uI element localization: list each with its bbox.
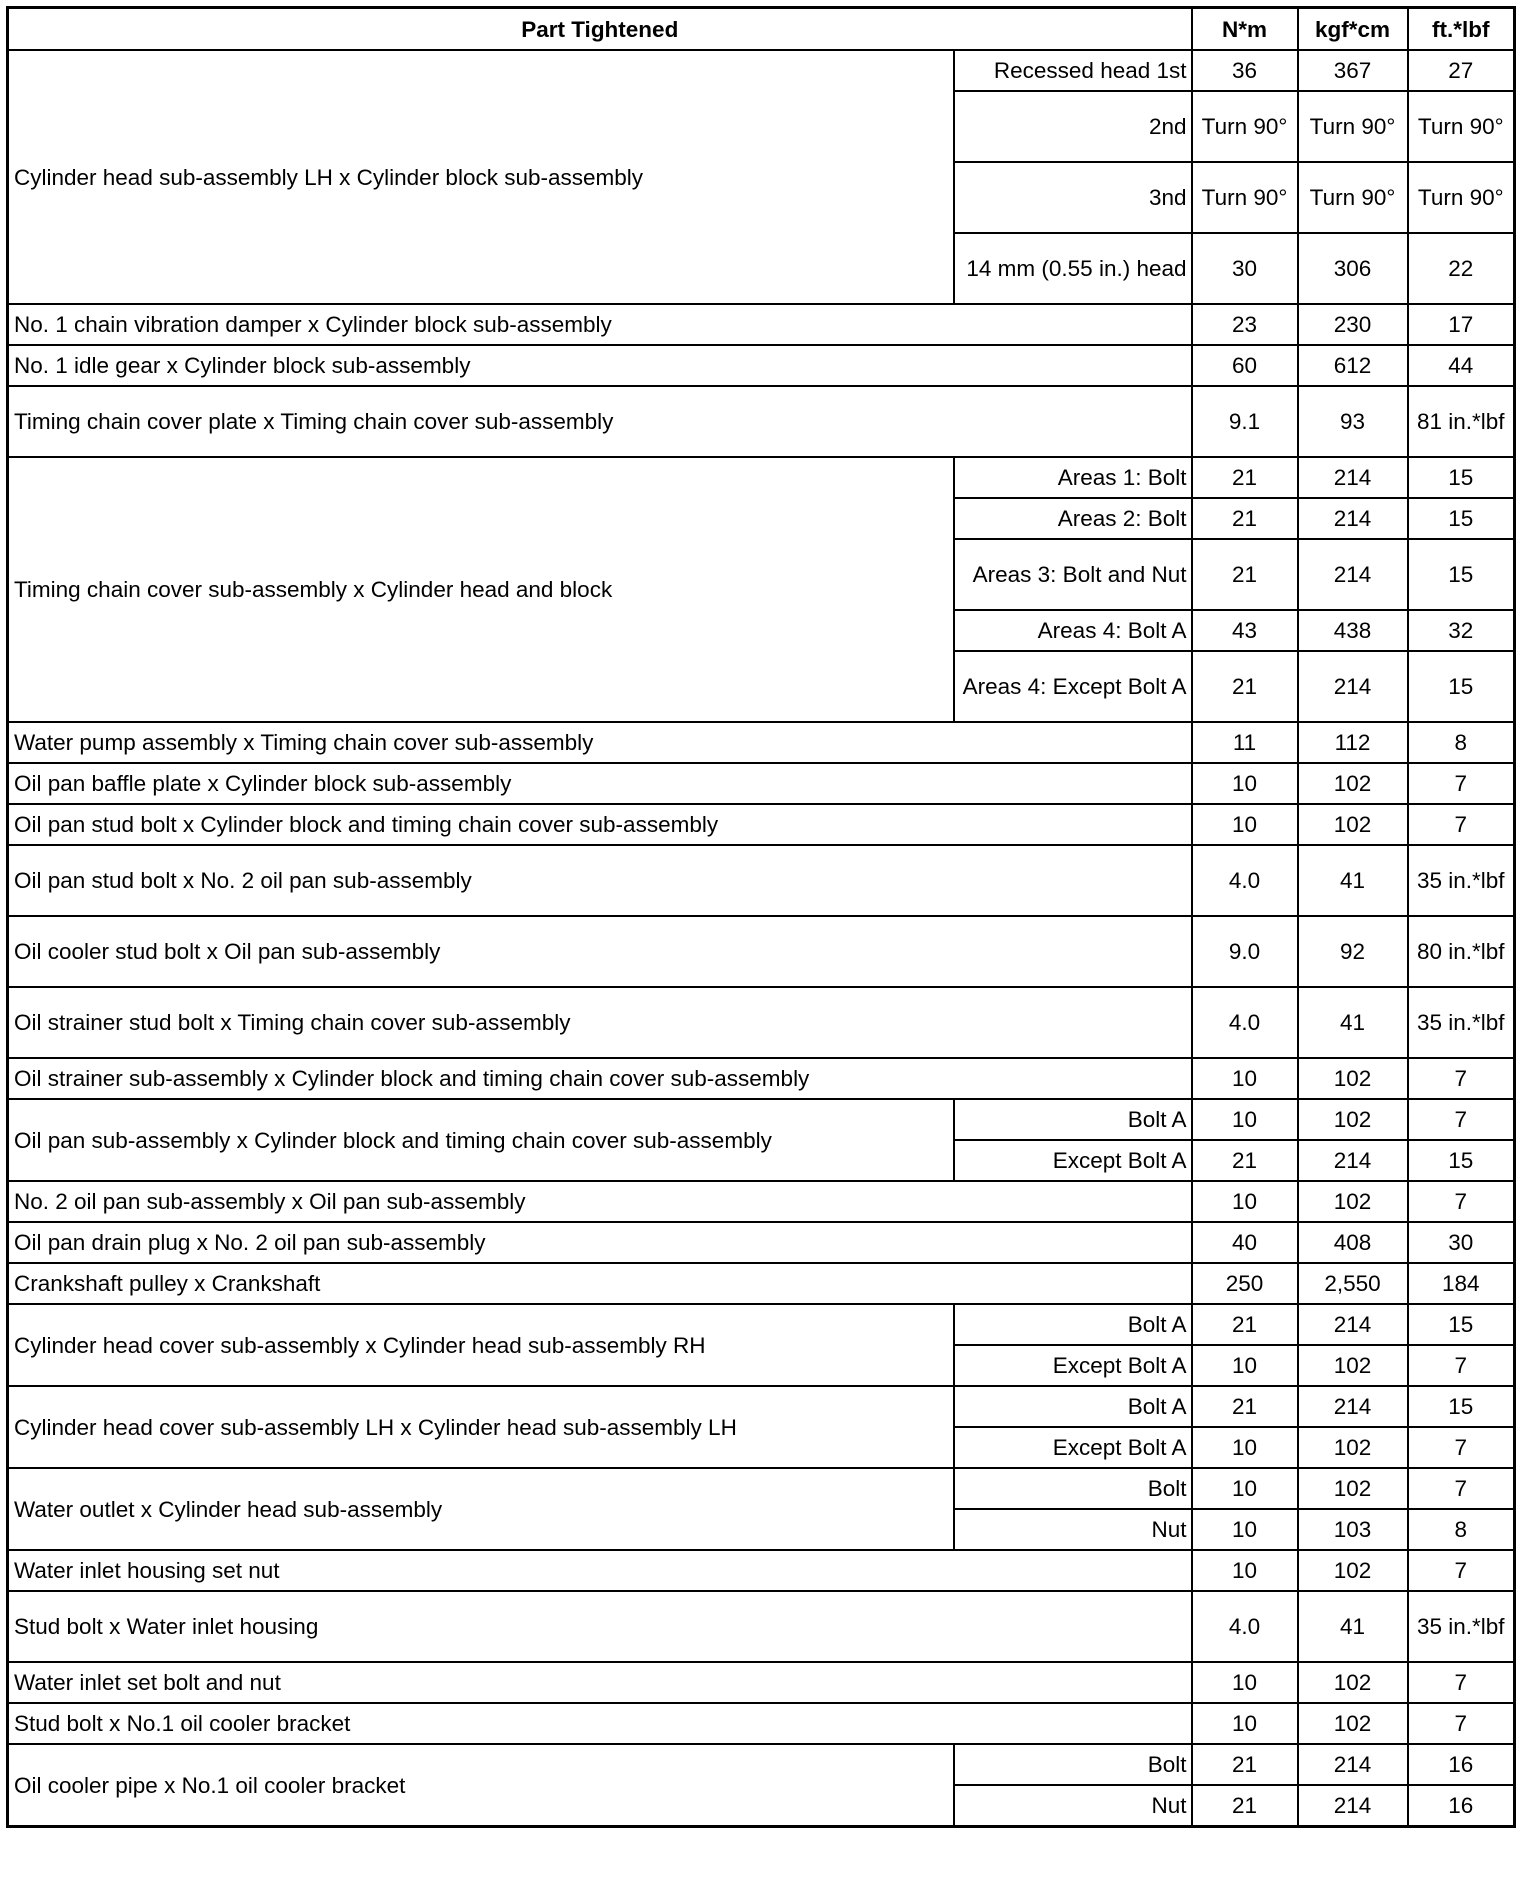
part-name-cell: Oil pan baffle plate x Cylinder block sub-assembly xyxy=(8,763,1192,804)
header-part-tightened: Part Tightened xyxy=(8,8,1192,51)
part-name-cell: No. 1 chain vibration damper x Cylinder block sub-assembly xyxy=(8,304,1192,345)
torque-ft-lbf-cell: 7 xyxy=(1408,1703,1515,1744)
table-row xyxy=(8,1304,1515,1345)
part-name-cell: Timing chain cover plate x Timing chain cover sub-assembly xyxy=(8,386,1192,457)
torque-kgf-cm-cell: 102 xyxy=(1298,1181,1408,1222)
torque-ft-lbf-cell: 15 xyxy=(1408,1386,1515,1427)
sub-location-cell: Bolt xyxy=(954,1468,1192,1509)
torque-nm-cell: 21 xyxy=(1192,1304,1298,1345)
table-row xyxy=(8,1591,1515,1662)
sub-location-cell: Areas 1: Bolt xyxy=(954,457,1192,498)
torque-ft-lbf-cell: 30 xyxy=(1408,1222,1515,1263)
sub-location-cell: Recessed head 1st xyxy=(954,50,1192,91)
torque-kgf-cm-cell: 112 xyxy=(1298,722,1408,763)
header-ft-lbf: ft.*lbf xyxy=(1408,8,1515,51)
sub-location-cell: Except Bolt A xyxy=(954,1345,1192,1386)
torque-nm-cell: Turn 90° xyxy=(1192,91,1298,162)
table-row xyxy=(8,763,1515,804)
torque-nm-cell: 9.0 xyxy=(1192,916,1298,987)
part-name-cell: Oil strainer stud bolt x Timing chain cover sub-assembly xyxy=(8,987,1192,1058)
part-name-cell: Stud bolt x No.1 oil cooler bracket xyxy=(8,1703,1192,1744)
torque-ft-lbf-cell: 7 xyxy=(1408,1058,1515,1099)
torque-kgf-cm-cell: 102 xyxy=(1298,1703,1408,1744)
torque-nm-cell: 4.0 xyxy=(1192,987,1298,1058)
torque-kgf-cm-cell: Turn 90° xyxy=(1298,162,1408,233)
sub-location-cell: Areas 2: Bolt xyxy=(954,498,1192,539)
torque-ft-lbf-cell: 16 xyxy=(1408,1744,1515,1785)
header-row xyxy=(8,8,1515,51)
torque-nm-cell: 10 xyxy=(1192,1099,1298,1140)
table-row xyxy=(8,1550,1515,1591)
torque-ft-lbf-cell: 80 in.*lbf xyxy=(1408,916,1515,987)
torque-ft-lbf-cell: 7 xyxy=(1408,1662,1515,1703)
torque-nm-cell: 10 xyxy=(1192,1703,1298,1744)
torque-ft-lbf-cell: 81 in.*lbf xyxy=(1408,386,1515,457)
torque-ft-lbf-cell: 7 xyxy=(1408,1345,1515,1386)
part-name-cell: No. 2 oil pan sub-assembly x Oil pan sub-assembly xyxy=(8,1181,1192,1222)
table-row xyxy=(8,916,1515,987)
table-row xyxy=(8,722,1515,763)
torque-ft-lbf-cell: 7 xyxy=(1408,1468,1515,1509)
torque-ft-lbf-cell: 7 xyxy=(1408,804,1515,845)
torque-nm-cell: Turn 90° xyxy=(1192,162,1298,233)
torque-kgf-cm-cell: 214 xyxy=(1298,1785,1408,1827)
sub-location-cell: Areas 4: Except Bolt A xyxy=(954,651,1192,722)
torque-ft-lbf-cell: 35 in.*lbf xyxy=(1408,1591,1515,1662)
torque-ft-lbf-cell: 17 xyxy=(1408,304,1515,345)
torque-specification-table xyxy=(6,6,1516,1828)
torque-ft-lbf-cell: 35 in.*lbf xyxy=(1408,845,1515,916)
sub-location-cell: Areas 3: Bolt and Nut xyxy=(954,539,1192,610)
torque-ft-lbf-cell: Turn 90° xyxy=(1408,91,1515,162)
torque-kgf-cm-cell: 102 xyxy=(1298,804,1408,845)
sub-location-cell: Nut xyxy=(954,1785,1192,1827)
torque-nm-cell: 21 xyxy=(1192,1140,1298,1181)
torque-nm-cell: 10 xyxy=(1192,763,1298,804)
torque-ft-lbf-cell: 7 xyxy=(1408,1181,1515,1222)
torque-kgf-cm-cell: 214 xyxy=(1298,651,1408,722)
table-row xyxy=(8,304,1515,345)
torque-nm-cell: 43 xyxy=(1192,610,1298,651)
torque-nm-cell: 10 xyxy=(1192,1550,1298,1591)
torque-ft-lbf-cell: 8 xyxy=(1408,722,1515,763)
torque-ft-lbf-cell: 35 in.*lbf xyxy=(1408,987,1515,1058)
part-name-cell: Oil pan drain plug x No. 2 oil pan sub-assembly xyxy=(8,1222,1192,1263)
torque-nm-cell: 23 xyxy=(1192,304,1298,345)
torque-kgf-cm-cell: 93 xyxy=(1298,386,1408,457)
header-kgf-cm: kgf*cm xyxy=(1298,8,1408,51)
part-name-cell: Oil pan stud bolt x Cylinder block and timing chain cover sub-assembly xyxy=(8,804,1192,845)
sub-location-cell: Areas 4: Bolt A xyxy=(954,610,1192,651)
torque-ft-lbf-cell: 7 xyxy=(1408,1550,1515,1591)
part-name-cell: Cylinder head cover sub-assembly x Cylinder head sub-assembly RH xyxy=(8,1304,954,1386)
torque-kgf-cm-cell: 102 xyxy=(1298,1345,1408,1386)
torque-ft-lbf-cell: 15 xyxy=(1408,498,1515,539)
torque-nm-cell: 10 xyxy=(1192,1509,1298,1550)
torque-ft-lbf-cell: 7 xyxy=(1408,1099,1515,1140)
torque-nm-cell: 21 xyxy=(1192,1386,1298,1427)
part-name-cell: Water inlet housing set nut xyxy=(8,1550,1192,1591)
torque-nm-cell: 250 xyxy=(1192,1263,1298,1304)
table-row xyxy=(8,1703,1515,1744)
table-row xyxy=(8,1744,1515,1785)
torque-ft-lbf-cell: 8 xyxy=(1408,1509,1515,1550)
torque-nm-cell: 60 xyxy=(1192,345,1298,386)
torque-kgf-cm-cell: 102 xyxy=(1298,1468,1408,1509)
torque-ft-lbf-cell: 32 xyxy=(1408,610,1515,651)
part-name-cell: Cylinder head sub-assembly LH x Cylinder block sub-assembly xyxy=(8,50,954,304)
sub-location-cell: Bolt xyxy=(954,1744,1192,1785)
torque-kgf-cm-cell: 102 xyxy=(1298,1550,1408,1591)
torque-nm-cell: 21 xyxy=(1192,457,1298,498)
table-row xyxy=(8,845,1515,916)
torque-kgf-cm-cell: 214 xyxy=(1298,1386,1408,1427)
table-row xyxy=(8,386,1515,457)
torque-ft-lbf-cell: 15 xyxy=(1408,539,1515,610)
torque-kgf-cm-cell: 41 xyxy=(1298,1591,1408,1662)
part-name-cell: Timing chain cover sub-assembly x Cylinder head and block xyxy=(8,457,954,722)
torque-nm-cell: 4.0 xyxy=(1192,1591,1298,1662)
part-name-cell: Cylinder head cover sub-assembly LH x Cylinder head sub-assembly LH xyxy=(8,1386,954,1468)
table-row xyxy=(8,1222,1515,1263)
part-name-cell: Water outlet x Cylinder head sub-assembly xyxy=(8,1468,954,1550)
torque-nm-cell: 36 xyxy=(1192,50,1298,91)
torque-kgf-cm-cell: 367 xyxy=(1298,50,1408,91)
torque-kgf-cm-cell: 214 xyxy=(1298,539,1408,610)
table-row xyxy=(8,987,1515,1058)
table-body xyxy=(8,50,1515,1827)
torque-kgf-cm-cell: 306 xyxy=(1298,233,1408,304)
torque-ft-lbf-cell: 16 xyxy=(1408,1785,1515,1827)
torque-kgf-cm-cell: 92 xyxy=(1298,916,1408,987)
part-name-cell: Oil cooler pipe x No.1 oil cooler bracket xyxy=(8,1744,954,1827)
sub-location-cell: 2nd xyxy=(954,91,1192,162)
part-name-cell: Oil strainer sub-assembly x Cylinder block and timing chain cover sub-assembly xyxy=(8,1058,1192,1099)
torque-nm-cell: 10 xyxy=(1192,1345,1298,1386)
sub-location-cell: 14 mm (0.55 in.) head xyxy=(954,233,1192,304)
torque-ft-lbf-cell: 22 xyxy=(1408,233,1515,304)
torque-nm-cell: 11 xyxy=(1192,722,1298,763)
torque-kgf-cm-cell: 214 xyxy=(1298,1140,1408,1181)
table-row xyxy=(8,345,1515,386)
part-name-cell: Oil pan stud bolt x No. 2 oil pan sub-assembly xyxy=(8,845,1192,916)
sub-location-cell: Nut xyxy=(954,1509,1192,1550)
torque-nm-cell: 21 xyxy=(1192,1785,1298,1827)
torque-kgf-cm-cell: 102 xyxy=(1298,1058,1408,1099)
torque-nm-cell: 21 xyxy=(1192,539,1298,610)
torque-nm-cell: 10 xyxy=(1192,1468,1298,1509)
torque-kgf-cm-cell: 438 xyxy=(1298,610,1408,651)
torque-kgf-cm-cell: 214 xyxy=(1298,457,1408,498)
part-name-cell: No. 1 idle gear x Cylinder block sub-assembly xyxy=(8,345,1192,386)
torque-kgf-cm-cell: 102 xyxy=(1298,1099,1408,1140)
part-name-cell: Oil pan sub-assembly x Cylinder block and timing chain cover sub-assembly xyxy=(8,1099,954,1181)
torque-nm-cell: 9.1 xyxy=(1192,386,1298,457)
part-name-cell: Water inlet set bolt and nut xyxy=(8,1662,1192,1703)
torque-kgf-cm-cell: 103 xyxy=(1298,1509,1408,1550)
torque-ft-lbf-cell: 15 xyxy=(1408,457,1515,498)
torque-nm-cell: 10 xyxy=(1192,1427,1298,1468)
torque-kgf-cm-cell: 612 xyxy=(1298,345,1408,386)
table-row xyxy=(8,1662,1515,1703)
torque-kgf-cm-cell: 2,550 xyxy=(1298,1263,1408,1304)
torque-kgf-cm-cell: 214 xyxy=(1298,498,1408,539)
torque-kgf-cm-cell: 214 xyxy=(1298,1304,1408,1345)
torque-nm-cell: 4.0 xyxy=(1192,845,1298,916)
table-row xyxy=(8,1386,1515,1427)
table-row xyxy=(8,1099,1515,1140)
torque-kgf-cm-cell: 41 xyxy=(1298,845,1408,916)
table-row xyxy=(8,457,1515,498)
torque-nm-cell: 30 xyxy=(1192,233,1298,304)
torque-nm-cell: 21 xyxy=(1192,498,1298,539)
table-row xyxy=(8,1263,1515,1304)
part-name-cell: Crankshaft pulley x Crankshaft xyxy=(8,1263,1192,1304)
torque-kgf-cm-cell: 214 xyxy=(1298,1744,1408,1785)
part-name-cell: Oil cooler stud bolt x Oil pan sub-assembly xyxy=(8,916,1192,987)
torque-nm-cell: 10 xyxy=(1192,1662,1298,1703)
part-name-cell: Water pump assembly x Timing chain cover sub-assembly xyxy=(8,722,1192,763)
torque-ft-lbf-cell: 15 xyxy=(1408,651,1515,722)
table-row xyxy=(8,1468,1515,1509)
torque-ft-lbf-cell: 15 xyxy=(1408,1304,1515,1345)
torque-kgf-cm-cell: 102 xyxy=(1298,1427,1408,1468)
torque-kgf-cm-cell: 230 xyxy=(1298,304,1408,345)
sub-location-cell: Bolt A xyxy=(954,1304,1192,1345)
sub-location-cell: Except Bolt A xyxy=(954,1427,1192,1468)
torque-kgf-cm-cell: 408 xyxy=(1298,1222,1408,1263)
torque-nm-cell: 21 xyxy=(1192,651,1298,722)
torque-nm-cell: 10 xyxy=(1192,1058,1298,1099)
part-name-cell: Stud bolt x Water inlet housing xyxy=(8,1591,1192,1662)
header-nm: N*m xyxy=(1192,8,1298,51)
torque-ft-lbf-cell: 27 xyxy=(1408,50,1515,91)
torque-nm-cell: 10 xyxy=(1192,804,1298,845)
torque-kgf-cm-cell: 102 xyxy=(1298,1662,1408,1703)
torque-nm-cell: 10 xyxy=(1192,1181,1298,1222)
sub-location-cell: Bolt A xyxy=(954,1386,1192,1427)
torque-kgf-cm-cell: Turn 90° xyxy=(1298,91,1408,162)
torque-ft-lbf-cell: 7 xyxy=(1408,1427,1515,1468)
torque-ft-lbf-cell: Turn 90° xyxy=(1408,162,1515,233)
table-row xyxy=(8,1058,1515,1099)
table-row xyxy=(8,50,1515,91)
torque-ft-lbf-cell: 184 xyxy=(1408,1263,1515,1304)
torque-nm-cell: 21 xyxy=(1192,1744,1298,1785)
torque-kgf-cm-cell: 41 xyxy=(1298,987,1408,1058)
torque-ft-lbf-cell: 15 xyxy=(1408,1140,1515,1181)
table-row xyxy=(8,804,1515,845)
sub-location-cell: Bolt A xyxy=(954,1099,1192,1140)
torque-ft-lbf-cell: 44 xyxy=(1408,345,1515,386)
sub-location-cell: Except Bolt A xyxy=(954,1140,1192,1181)
table-row xyxy=(8,1181,1515,1222)
torque-nm-cell: 40 xyxy=(1192,1222,1298,1263)
torque-ft-lbf-cell: 7 xyxy=(1408,763,1515,804)
torque-kgf-cm-cell: 102 xyxy=(1298,763,1408,804)
sub-location-cell: 3nd xyxy=(954,162,1192,233)
